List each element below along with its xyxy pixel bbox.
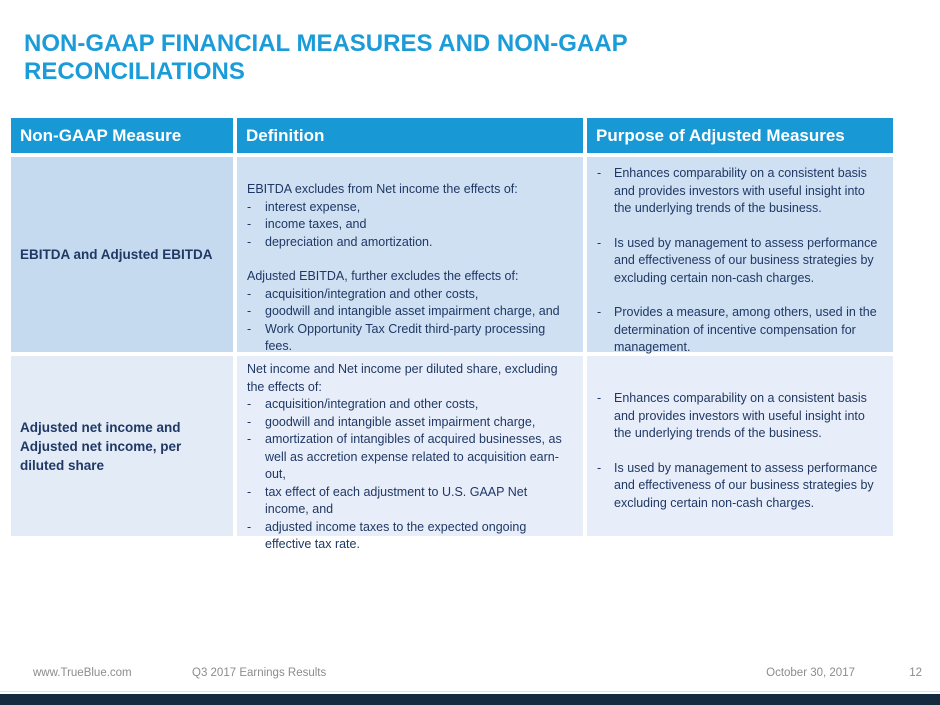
bullet-dash: - [247,304,252,318]
bullet-item [247,216,571,234]
bullet-text: Is used by management to assess performance and effectiveness of our business strategies by excluding certain non-cash charges. [614,235,878,285]
bullet-text: interest expense, [265,199,361,214]
bullet-item [247,321,571,356]
bullet-item [247,234,571,252]
bullet-dash: - [247,217,252,231]
bullet-dash: - [247,432,252,446]
table-header-definition: Definition [237,118,583,153]
page-title-line2: RECONCILIATIONS [24,58,245,85]
bottom-accent-bar [0,694,940,705]
table-header-purpose: Purpose of Adjusted Measures [587,118,893,153]
table-header-measure: Non-GAAP Measure [11,118,233,153]
bullet-item [597,390,881,443]
paragraph-line: EBITDA excludes from Net income the effects of: [247,182,518,196]
bullet-text: goodwill and intangible asset impairment charge, and [265,304,560,318]
paragraph-line: Net income and Net income per diluted share, excluding the effects of: [247,362,558,394]
bullet-dash: - [597,460,602,475]
row1-definition-cell [237,157,583,352]
bullet-dash: - [597,166,602,180]
bullet-dash: - [597,305,602,319]
bullet-item [247,484,571,519]
row2-definition-cell [237,356,583,551]
bullet-item [597,460,881,513]
non-gaap-table [11,118,893,551]
bullet-text: Work Opportunity Tax Credit third-party processing fees. [265,321,546,353]
bullet-text: Enhances comparability on a consistent basis and provides investors with useful insight into the underlying trends of the business. [614,391,867,440]
bullet-text: Enhances comparability on a consistent basis and provides investors with useful insight into the underlying trends of the business. [614,166,867,215]
bullet-dash: - [247,519,252,534]
row2-purpose-cell [587,356,893,536]
bullet-dash: - [247,321,252,336]
paragraph-line: Adjusted EBITDA, further excludes the effects of: [247,269,519,283]
bullet-dash: - [247,286,252,301]
bullet-text: amortization of intangibles of acquired businesses, as well as accretion expense related to acquisition earn-out, [265,432,562,481]
footer-website: www.TrueBlue.com [33,667,132,679]
bullet-item [597,304,881,357]
page-title-line1: NON-GAAP FINANCIAL MEASURES AND NON-GAAP [24,30,628,57]
bullet-dash: - [247,199,252,214]
bullet-item [247,286,571,304]
bullet-dash: - [247,484,252,499]
bullet-item [247,303,571,321]
row2-measure-cell: Adjusted net income and Adjusted net income, per diluted share [11,356,233,536]
line-spacer [247,251,571,268]
page-title [24,30,724,86]
bullet-item [247,519,571,554]
footer-page-number: 12 [909,667,922,679]
footer-date: October 30, 2017 [766,667,855,679]
bullet-text: Provides a measure, among others, used in the determination of incentive compensation for management. [614,305,877,354]
bullet-text: tax effect of each adjustment to U.S. GAAP Net income, and [265,484,528,516]
footer-divider [0,691,940,692]
bullet-dash: - [597,391,602,405]
line-spacer [597,218,881,235]
bullet-item [247,396,571,414]
row1-purpose-cell [587,157,893,352]
bullet-dash: - [247,234,252,249]
footer-subtitle: Q3 2017 Earnings Results [192,667,327,679]
bullet-item [247,431,571,484]
bullet-text: income taxes, and [265,217,367,231]
bullet-item [247,199,571,217]
bullet-dash: - [247,414,252,429]
row1-measure-cell: EBITDA and Adjusted EBITDA [11,157,233,352]
slide-footer [0,667,940,683]
line-spacer [597,443,881,460]
bullet-text: depreciation and amortization. [265,234,433,249]
bullet-dash: - [247,397,252,411]
bullet-text: acquisition/integration and other costs, [265,397,479,411]
bullet-text: acquisition/integration and other costs, [265,286,479,301]
bullet-text: adjusted income taxes to the expected ongoing effective tax rate. [265,519,527,551]
bullet-dash: - [597,235,602,250]
bullet-item [247,414,571,432]
bullet-item [597,165,881,218]
bullet-text: goodwill and intangible asset impairment charge, [265,414,536,429]
line-spacer [597,287,881,304]
bullet-text: Is used by management to assess performance and effectiveness of our business strategies by excluding certain non-cash charges. [614,460,878,510]
bullet-item [597,235,881,288]
